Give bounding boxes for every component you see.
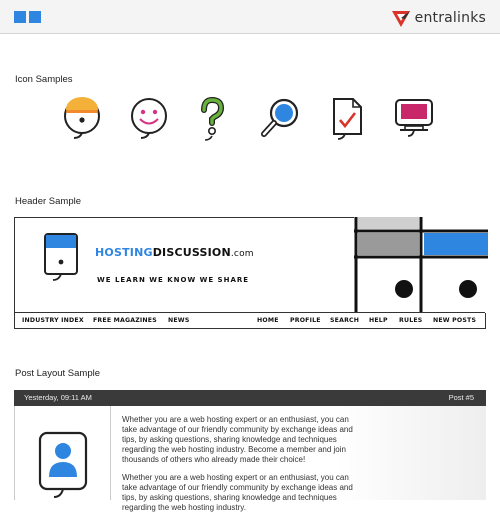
nav-industry-index[interactable]: INDUSTRY INDEX (22, 317, 84, 324)
post-content (111, 406, 486, 512)
header-decoration-grid (354, 217, 488, 313)
site-logo-text[interactable] (95, 246, 254, 259)
post-paragraph: Whether you are a web hosting expert or an enthusiast, you can take advantage of our friendly community by exchange ideas and tips, by asking questions, sharing knowledge and techniques regarding the web hosting industry. Become a member and join thousands of others who already made their choice! (122, 415, 353, 464)
search-magnifier-icon (258, 96, 302, 142)
header-sample-title: Header Sample (15, 196, 82, 207)
site-logo-icon (43, 232, 79, 284)
support-headset-icon (60, 96, 104, 142)
brand-name: entralinks (414, 10, 486, 26)
post-body (14, 406, 486, 512)
icon-samples-title: Icon Samples (15, 74, 73, 85)
question-mark-icon (190, 96, 234, 142)
post-layout-title: Post Layout Sample (15, 368, 101, 379)
post-number-link[interactable]: Post #5 (448, 393, 474, 402)
entralinks-logo-icon (391, 8, 411, 28)
logo-part-discussion: DISCUSSION (152, 246, 231, 259)
post-paragraph: Whether you are a web hosting expert or an enthusiast, you can take advantage of our friendly community by exchange ideas and tips, by asking questions, sharing knowledge and techniques regarding the web hosting industry. (122, 473, 353, 512)
nav-new-posts[interactable]: NEW POSTS (433, 317, 477, 324)
post-header-bar (14, 390, 486, 406)
nav-rules[interactable]: RULES (399, 317, 423, 324)
site-tagline: WE LEARN WE KNOW WE SHARE (97, 276, 250, 284)
nav-news[interactable]: NEWS (168, 317, 190, 324)
top-bar (0, 0, 500, 34)
nav-profile[interactable]: PROFILE (290, 317, 321, 324)
smiley-face-icon (127, 96, 171, 142)
blue-square-icon (14, 11, 26, 23)
document-check-icon (325, 96, 369, 142)
user-avatar-icon[interactable] (37, 431, 89, 501)
header-nav (15, 312, 485, 329)
nav-free-magazines[interactable]: FREE MAGAZINES (93, 317, 157, 324)
header-sample (14, 217, 486, 329)
post-date: Yesterday, 09:11 AM (24, 393, 92, 402)
blue-square-icon (29, 11, 41, 23)
nav-help[interactable]: HELP (369, 317, 388, 324)
nav-home[interactable]: HOME (257, 317, 279, 324)
computer-monitor-icon (392, 96, 436, 142)
brand-logo[interactable] (391, 8, 486, 28)
logo-part-hosting: HOSTING (95, 246, 153, 259)
logo-part-domain: .com (230, 249, 254, 259)
nav-search[interactable]: SEARCH (330, 317, 360, 324)
post-author-panel (15, 406, 111, 500)
